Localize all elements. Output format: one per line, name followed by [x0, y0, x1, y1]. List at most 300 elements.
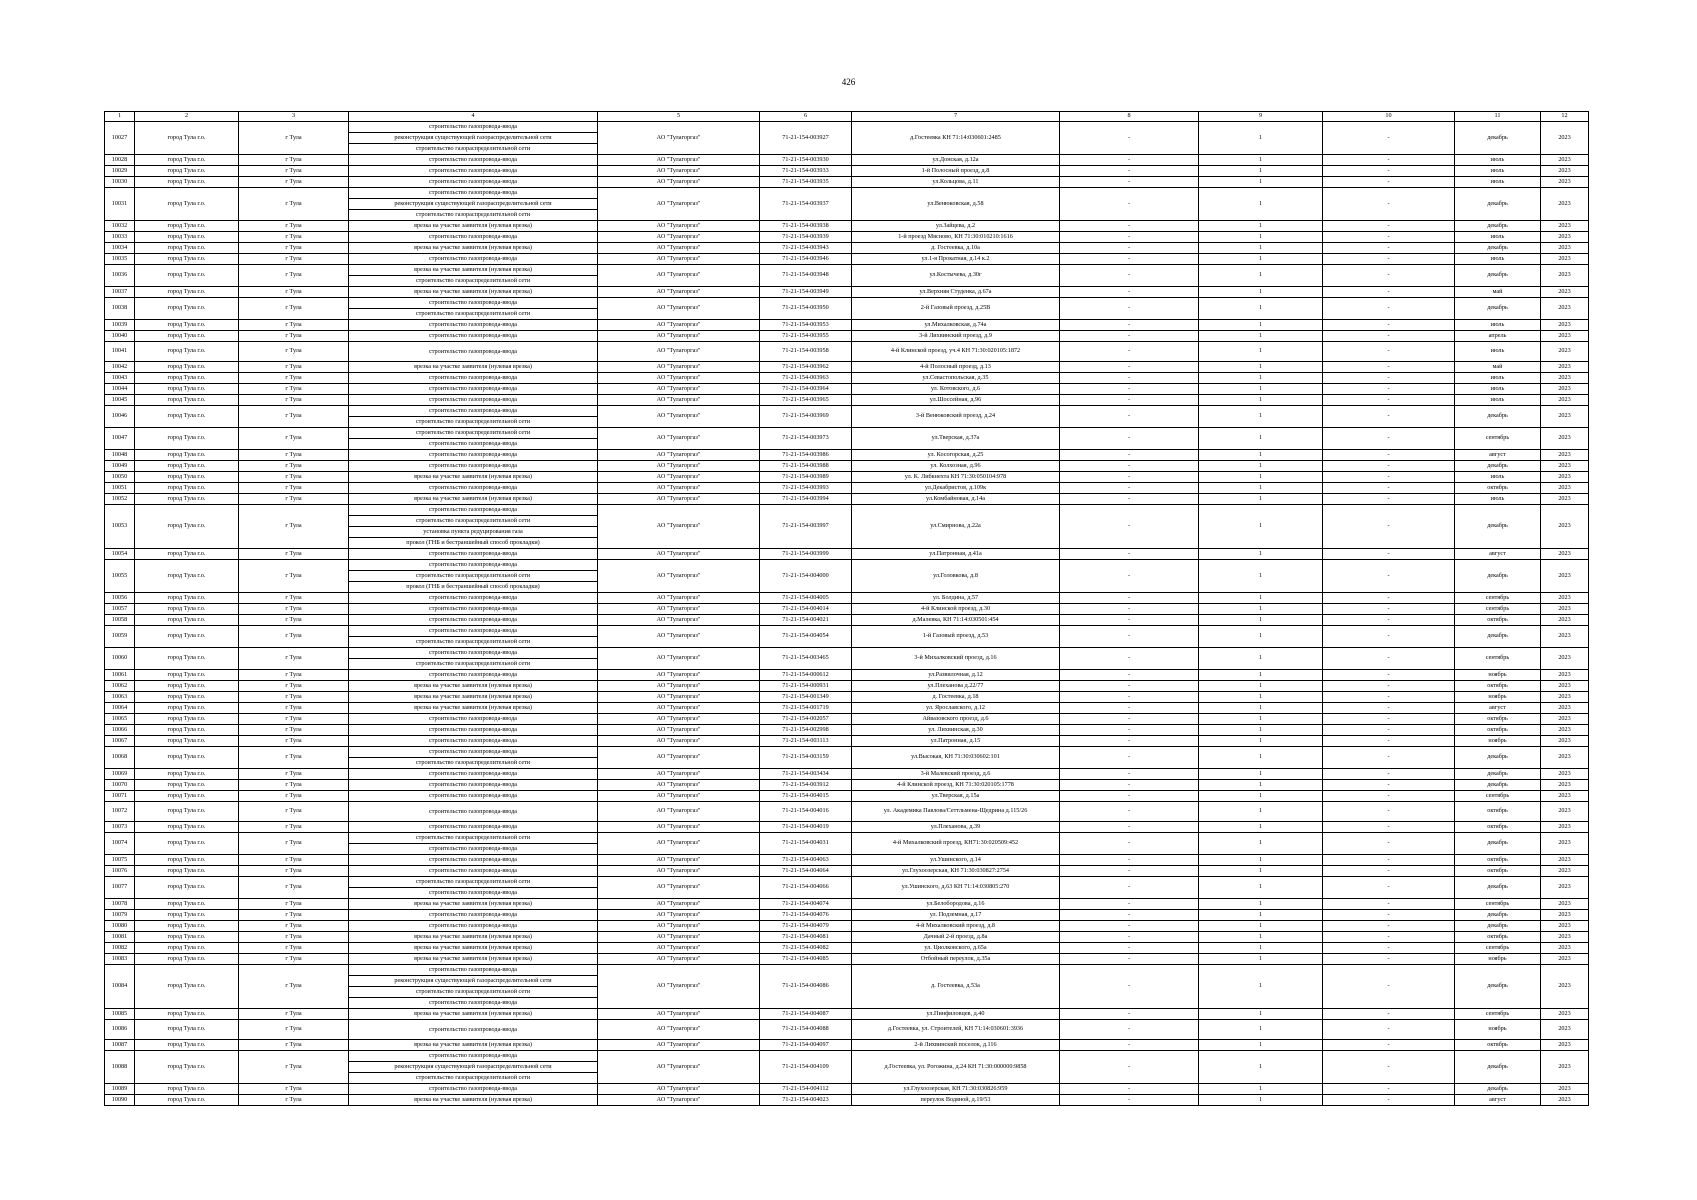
column-9-cell: 1: [1199, 461, 1323, 472]
table-row: [105, 769, 1589, 780]
work-type-cell: [349, 1084, 598, 1095]
municipality-cell: город Тула г.о.: [135, 747, 239, 769]
work-type-line: строительство газопровода-ввода: [429, 321, 517, 328]
row-number-cell: 10041: [105, 342, 135, 362]
locality-cell: г Тула: [239, 725, 349, 736]
work-type-line: врезка на участке заявителя (нулевая врезка): [414, 495, 532, 502]
month-cell: октябрь: [1455, 725, 1541, 736]
month-cell: сентябрь: [1455, 604, 1541, 615]
work-type-cell: [349, 265, 598, 287]
column-header: 6: [760, 112, 852, 122]
column-9-cell: 1: [1199, 1020, 1323, 1040]
application-number-cell: 71-21-154-004054: [760, 626, 852, 648]
table-row: [105, 342, 1589, 362]
work-type-cell: [349, 802, 598, 822]
municipality-cell: город Тула г.о.: [135, 265, 239, 287]
organization-cell: АО "Тулагоргаз": [598, 866, 760, 877]
column-9-cell: 1: [1199, 714, 1323, 725]
column-9-cell: 1: [1199, 395, 1323, 406]
table-row: [105, 188, 1589, 221]
column-8-cell: -: [1060, 604, 1199, 615]
organization-cell: АО "Тулагоргаз": [598, 910, 760, 921]
column-8-cell: -: [1060, 692, 1199, 703]
column-10-cell: -: [1323, 166, 1455, 177]
row-number-cell: 10043: [105, 373, 135, 384]
year-cell: 2023: [1541, 494, 1589, 505]
year-cell: 2023: [1541, 1009, 1589, 1020]
address-cell: д.Гостеевка, ул. Рогожина, д.24 КН 71:30:000000:9858: [852, 1051, 1060, 1084]
work-type-line: строительство газопровода-ввода: [349, 505, 597, 516]
column-9-cell: 1: [1199, 747, 1323, 769]
year-cell: 2023: [1541, 681, 1589, 692]
month-cell: декабрь: [1455, 965, 1541, 1009]
address-cell: ул. Котовского, д.6: [852, 384, 1060, 395]
address-cell: д. Гостеевка, д.10а: [852, 243, 1060, 254]
work-type-cell: [349, 342, 598, 362]
row-number-cell: 10038: [105, 298, 135, 320]
municipality-cell: город Тула г.о.: [135, 714, 239, 725]
month-cell: август: [1455, 703, 1541, 714]
year-cell: 2023: [1541, 428, 1589, 450]
row-number-cell: 10065: [105, 714, 135, 725]
column-10-cell: -: [1323, 681, 1455, 692]
locality-cell: г Тула: [239, 331, 349, 342]
column-10-cell: -: [1323, 428, 1455, 450]
locality-cell: г Тула: [239, 373, 349, 384]
municipality-cell: город Тула г.о.: [135, 965, 239, 1009]
work-type-line: строительство газопровода-ввода: [429, 178, 517, 185]
column-9-cell: 1: [1199, 626, 1323, 648]
column-8-cell: -: [1060, 505, 1199, 549]
year-cell: 2023: [1541, 965, 1589, 1009]
municipality-cell: город Тула г.о.: [135, 703, 239, 714]
column-8-cell: -: [1060, 866, 1199, 877]
column-8-cell: -: [1060, 822, 1199, 833]
work-type-line: врезка на участке заявителя (нулевая врезка): [349, 265, 597, 276]
column-8-cell: -: [1060, 461, 1199, 472]
application-number-cell: 71-21-154-003949: [760, 287, 852, 298]
work-type-cell: [349, 320, 598, 331]
application-number-cell: 71-21-154-004015: [760, 791, 852, 802]
table-row: [105, 822, 1589, 833]
table-row: [105, 1020, 1589, 1040]
address-cell: ул. К. Либкнехта КН 71:30:050104:978: [852, 472, 1060, 483]
table-body: [105, 122, 1589, 1106]
application-number-cell: 71-21-154-003964: [760, 384, 852, 395]
column-10-cell: -: [1323, 747, 1455, 769]
month-cell: июль: [1455, 494, 1541, 505]
table-row: [105, 648, 1589, 670]
table-row: [105, 593, 1589, 604]
column-8-cell: -: [1060, 648, 1199, 670]
column-9-cell: 1: [1199, 177, 1323, 188]
month-cell: июль: [1455, 232, 1541, 243]
year-cell: 2023: [1541, 932, 1589, 943]
application-number-cell: 71-21-154-003973: [760, 428, 852, 450]
locality-cell: г Тула: [239, 714, 349, 725]
address-cell: д. Гостеевка, д.18: [852, 692, 1060, 703]
column-8-cell: -: [1060, 122, 1199, 155]
locality-cell: г Тула: [239, 243, 349, 254]
work-type-line: врезка на участке заявителя (нулевая врезка): [414, 222, 532, 229]
municipality-cell: город Тула г.о.: [135, 822, 239, 833]
table-row: [105, 254, 1589, 265]
column-9-cell: 1: [1199, 910, 1323, 921]
work-type-line: реконструкция существующей газораспределительной сети: [349, 199, 597, 210]
column-8-cell: -: [1060, 626, 1199, 648]
column-10-cell: -: [1323, 384, 1455, 395]
work-type-line: врезка на участке заявителя (нулевая врезка): [414, 704, 532, 711]
work-type-cell: [349, 965, 598, 1009]
column-9-cell: 1: [1199, 373, 1323, 384]
application-number-cell: 71-21-154-003962: [760, 362, 852, 373]
organization-cell: АО "Тулагоргаз": [598, 604, 760, 615]
organization-cell: АО "Тулагоргаз": [598, 954, 760, 965]
work-type-line: строительство газопровода-ввода: [429, 374, 517, 381]
column-8-cell: -: [1060, 155, 1199, 166]
column-8-cell: -: [1060, 166, 1199, 177]
month-cell: сентябрь: [1455, 899, 1541, 910]
month-cell: октябрь: [1455, 855, 1541, 866]
column-9-cell: 1: [1199, 692, 1323, 703]
month-cell: декабрь: [1455, 921, 1541, 932]
work-type-cell: [349, 855, 598, 866]
work-type-line: строительство газораспределительной сети: [415, 277, 531, 284]
locality-cell: г Тула: [239, 472, 349, 483]
municipality-cell: город Тула г.о.: [135, 166, 239, 177]
table-row: [105, 954, 1589, 965]
month-cell: сентябрь: [1455, 593, 1541, 604]
work-type-line: врезка на участке заявителя (нулевая врезка): [414, 944, 532, 951]
column-9-cell: 1: [1199, 593, 1323, 604]
year-cell: 2023: [1541, 703, 1589, 714]
work-type-cell: [349, 604, 598, 615]
locality-cell: г Тула: [239, 866, 349, 877]
application-number-cell: 71-21-154-001349: [760, 692, 852, 703]
organization-cell: АО "Тулагоргаз": [598, 395, 760, 406]
row-number-cell: 10081: [105, 932, 135, 943]
application-number-cell: 71-21-154-003965: [760, 395, 852, 406]
column-9-cell: 1: [1199, 780, 1323, 791]
column-10-cell: -: [1323, 866, 1455, 877]
column-8-cell: -: [1060, 395, 1199, 406]
locality-cell: г Тула: [239, 265, 349, 287]
municipality-cell: город Тула г.о.: [135, 954, 239, 965]
municipality-cell: город Тула г.о.: [135, 833, 239, 855]
work-type-cell: [349, 331, 598, 342]
work-type-line: строительство газораспределительной сети: [415, 211, 531, 218]
organization-cell: АО "Тулагоргаз": [598, 494, 760, 505]
address-cell: ул. Болдина, д.57: [852, 593, 1060, 604]
work-type-line: врезка на участке заявителя (нулевая врезка): [414, 955, 532, 962]
year-cell: 2023: [1541, 1084, 1589, 1095]
organization-cell: АО "Тулагоргаз": [598, 483, 760, 494]
work-type-line: строительство газопровода-ввода: [429, 605, 517, 612]
municipality-cell: город Тула г.о.: [135, 866, 239, 877]
table-row: [105, 747, 1589, 769]
column-10-cell: -: [1323, 362, 1455, 373]
work-type-line: строительство газопровода-ввода: [349, 560, 597, 571]
column-8-cell: -: [1060, 1020, 1199, 1040]
column-8-cell: -: [1060, 954, 1199, 965]
work-type-cell: [349, 822, 598, 833]
locality-cell: г Тула: [239, 428, 349, 450]
column-10-cell: -: [1323, 331, 1455, 342]
locality-cell: г Тула: [239, 549, 349, 560]
locality-cell: г Тула: [239, 954, 349, 965]
work-type-line: строительство газопровода-ввода: [429, 484, 517, 491]
organization-cell: АО "Тулагоргаз": [598, 943, 760, 954]
address-cell: ул. Лихвинская, д.30: [852, 725, 1060, 736]
table-row: [105, 791, 1589, 802]
work-type-line: строительство газопровода-ввода: [349, 298, 597, 309]
locality-cell: г Тула: [239, 692, 349, 703]
organization-cell: АО "Тулагоргаз": [598, 1095, 760, 1106]
address-cell: ул.Шоссейная, д.96: [852, 395, 1060, 406]
application-number-cell: 71-21-154-004005: [760, 593, 852, 604]
table-row: [105, 155, 1589, 166]
organization-cell: АО "Тулагоргаз": [598, 384, 760, 395]
table-row: [105, 877, 1589, 899]
address-cell: Айвазовского проезд, д.6: [852, 714, 1060, 725]
column-10-cell: -: [1323, 725, 1455, 736]
work-type-line: врезка на участке заявителя (нулевая врезка): [414, 473, 532, 480]
column-8-cell: -: [1060, 320, 1199, 331]
work-type-line: строительство газопровода-ввода: [429, 823, 517, 830]
column-10-cell: -: [1323, 692, 1455, 703]
work-type-cell: [349, 670, 598, 681]
column-9-cell: 1: [1199, 725, 1323, 736]
work-type-line: строительство газопровода-ввода: [349, 1051, 597, 1062]
column-9-cell: 1: [1199, 331, 1323, 342]
address-cell: ул.Верхняя Студенка, д.67а: [852, 287, 1060, 298]
row-number-cell: 10074: [105, 833, 135, 855]
municipality-cell: город Тула г.о.: [135, 232, 239, 243]
column-10-cell: -: [1323, 342, 1455, 362]
application-number-cell: 71-21-154-003948: [760, 265, 852, 287]
column-10-cell: -: [1323, 833, 1455, 855]
municipality-cell: город Тула г.о.: [135, 320, 239, 331]
column-header: 11: [1455, 112, 1541, 122]
municipality-cell: город Тула г.о.: [135, 1084, 239, 1095]
work-type-cell: [349, 287, 598, 298]
work-type-line: строительство газопровода-ввода: [429, 770, 517, 777]
month-cell: декабрь: [1455, 265, 1541, 287]
application-number-cell: 71-21-154-003986: [760, 450, 852, 461]
locality-cell: г Тула: [239, 791, 349, 802]
year-cell: 2023: [1541, 1051, 1589, 1084]
year-cell: 2023: [1541, 384, 1589, 395]
row-number-cell: 10042: [105, 362, 135, 373]
month-cell: декабрь: [1455, 1051, 1541, 1084]
column-header: 3: [239, 112, 349, 122]
row-number-cell: 10032: [105, 221, 135, 232]
organization-cell: АО "Тулагоргаз": [598, 461, 760, 472]
table-row: [105, 855, 1589, 866]
month-cell: июль: [1455, 254, 1541, 265]
locality-cell: г Тула: [239, 802, 349, 822]
locality-cell: г Тула: [239, 155, 349, 166]
column-9-cell: 1: [1199, 943, 1323, 954]
address-cell: ул.Михалковская, д.74а: [852, 320, 1060, 331]
month-cell: май: [1455, 287, 1541, 298]
municipality-cell: город Тула г.о.: [135, 362, 239, 373]
column-9-cell: 1: [1199, 560, 1323, 593]
row-number-cell: 10029: [105, 166, 135, 177]
column-9-cell: 1: [1199, 342, 1323, 362]
address-cell: ул. Колхозная, д.96: [852, 461, 1060, 472]
column-8-cell: -: [1060, 1095, 1199, 1106]
column-10-cell: -: [1323, 254, 1455, 265]
column-header: 4: [349, 112, 598, 122]
locality-cell: г Тула: [239, 910, 349, 921]
year-cell: 2023: [1541, 725, 1589, 736]
application-number-cell: 71-21-154-003946: [760, 254, 852, 265]
table-row: [105, 780, 1589, 791]
application-number-cell: 71-21-154-004063: [760, 855, 852, 866]
locality-cell: г Тула: [239, 1084, 349, 1095]
work-type-cell: [349, 954, 598, 965]
column-8-cell: -: [1060, 670, 1199, 681]
column-10-cell: -: [1323, 855, 1455, 866]
row-number-cell: 10055: [105, 560, 135, 593]
application-number-cell: 71-21-154-003963: [760, 373, 852, 384]
municipality-cell: город Тула г.о.: [135, 802, 239, 822]
year-cell: 2023: [1541, 822, 1589, 833]
row-number-cell: 10085: [105, 1009, 135, 1020]
year-cell: 2023: [1541, 626, 1589, 648]
work-type-line: строительство газораспределительной сети: [415, 638, 531, 645]
column-10-cell: -: [1323, 780, 1455, 791]
column-9-cell: 1: [1199, 221, 1323, 232]
work-type-cell: [349, 549, 598, 560]
month-cell: сентябрь: [1455, 428, 1541, 450]
column-10-cell: -: [1323, 472, 1455, 483]
column-10-cell: -: [1323, 648, 1455, 670]
application-number-cell: 71-21-154-003955: [760, 331, 852, 342]
address-cell: ул.Головкова, д.8: [852, 560, 1060, 593]
column-9-cell: 1: [1199, 254, 1323, 265]
column-10-cell: -: [1323, 965, 1455, 1009]
organization-cell: АО "Тулагоргаз": [598, 155, 760, 166]
column-8-cell: -: [1060, 736, 1199, 747]
column-9-cell: 1: [1199, 965, 1323, 1009]
column-8-cell: -: [1060, 747, 1199, 769]
column-8-cell: -: [1060, 472, 1199, 483]
municipality-cell: город Тула г.о.: [135, 461, 239, 472]
address-cell: ул.Глухоозерская, КН 71:30:030827:2754: [852, 866, 1060, 877]
row-number-cell: 10045: [105, 395, 135, 406]
column-10-cell: -: [1323, 1084, 1455, 1095]
column-8-cell: -: [1060, 615, 1199, 626]
address-cell: 2-й Лихвинский поселок, д.116: [852, 1040, 1060, 1051]
address-cell: 1-й Газовый проезд, д.53: [852, 626, 1060, 648]
column-9-cell: 1: [1199, 298, 1323, 320]
table-row: [105, 505, 1589, 549]
table-row: [105, 1084, 1589, 1095]
municipality-cell: город Тула г.о.: [135, 494, 239, 505]
month-cell: июль: [1455, 384, 1541, 395]
work-type-cell: [349, 188, 598, 221]
table-row: [105, 1051, 1589, 1084]
column-9-cell: 1: [1199, 1095, 1323, 1106]
year-cell: 2023: [1541, 373, 1589, 384]
year-cell: 2023: [1541, 780, 1589, 791]
address-cell: ул.Плеханова, д.39: [852, 822, 1060, 833]
address-cell: д.Гостеевка, ул. Строителей, КН 71:14:030601:3936: [852, 1020, 1060, 1040]
work-type-line: строительство газораспределительной сети: [415, 660, 531, 667]
work-type-cell: [349, 384, 598, 395]
work-type-line: строительство газораспределительной сети: [349, 428, 597, 439]
locality-cell: г Тула: [239, 395, 349, 406]
application-number-cell: 71-21-154-004014: [760, 604, 852, 615]
organization-cell: АО "Тулагоргаз": [598, 1009, 760, 1020]
work-type-line: строительство газопровода-ввода: [429, 594, 517, 601]
locality-cell: г Тула: [239, 736, 349, 747]
municipality-cell: город Тула г.о.: [135, 122, 239, 155]
organization-cell: АО "Тулагоргаз": [598, 877, 760, 899]
column-header: 12: [1541, 112, 1589, 122]
row-number-cell: 10088: [105, 1051, 135, 1084]
municipality-cell: город Тула г.о.: [135, 943, 239, 954]
work-type-line: строительство газопровода-ввода: [429, 255, 517, 262]
month-cell: сентябрь: [1455, 648, 1541, 670]
row-number-cell: 10054: [105, 549, 135, 560]
work-type-cell: [349, 747, 598, 769]
column-10-cell: -: [1323, 549, 1455, 560]
month-cell: июль: [1455, 472, 1541, 483]
column-10-cell: -: [1323, 1009, 1455, 1020]
address-cell: ул.Кольцова, д.11: [852, 177, 1060, 188]
address-cell: 1-й Полосный проезд, д.8: [852, 166, 1060, 177]
column-9-cell: 1: [1199, 769, 1323, 780]
column-9-cell: 1: [1199, 362, 1323, 373]
municipality-cell: город Тула г.о.: [135, 670, 239, 681]
work-type-line: строительство газопровода-ввода: [429, 889, 517, 896]
application-number-cell: 71-21-154-002998: [760, 725, 852, 736]
row-number-cell: 10067: [105, 736, 135, 747]
table-row: [105, 428, 1589, 450]
application-number-cell: 71-21-154-003958: [760, 342, 852, 362]
organization-cell: АО "Тулагоргаз": [598, 692, 760, 703]
locality-cell: г Тула: [239, 461, 349, 472]
column-10-cell: -: [1323, 232, 1455, 243]
year-cell: 2023: [1541, 232, 1589, 243]
column-10-cell: -: [1323, 932, 1455, 943]
address-cell: д.Гостеевка КН 71:14:030601:2485: [852, 122, 1060, 155]
work-type-line: строительство газопровода-ввода: [349, 626, 597, 637]
organization-cell: АО "Тулагоргаз": [598, 122, 760, 155]
year-cell: 2023: [1541, 505, 1589, 549]
locality-cell: г Тула: [239, 122, 349, 155]
column-header: 5: [598, 112, 760, 122]
municipality-cell: город Тула г.о.: [135, 549, 239, 560]
column-8-cell: -: [1060, 943, 1199, 954]
column-8-cell: -: [1060, 287, 1199, 298]
column-9-cell: 1: [1199, 670, 1323, 681]
municipality-cell: город Тула г.о.: [135, 450, 239, 461]
column-9-cell: 1: [1199, 877, 1323, 899]
table-row: [105, 395, 1589, 406]
month-cell: декабрь: [1455, 461, 1541, 472]
municipality-cell: город Тула г.о.: [135, 483, 239, 494]
year-cell: 2023: [1541, 472, 1589, 483]
column-8-cell: -: [1060, 921, 1199, 932]
table-row: [105, 472, 1589, 483]
work-type-line: реконструкция существующей газораспределительной сети: [349, 1062, 597, 1073]
work-type-line: строительство газопровода-ввода: [429, 792, 517, 799]
year-cell: 2023: [1541, 320, 1589, 331]
